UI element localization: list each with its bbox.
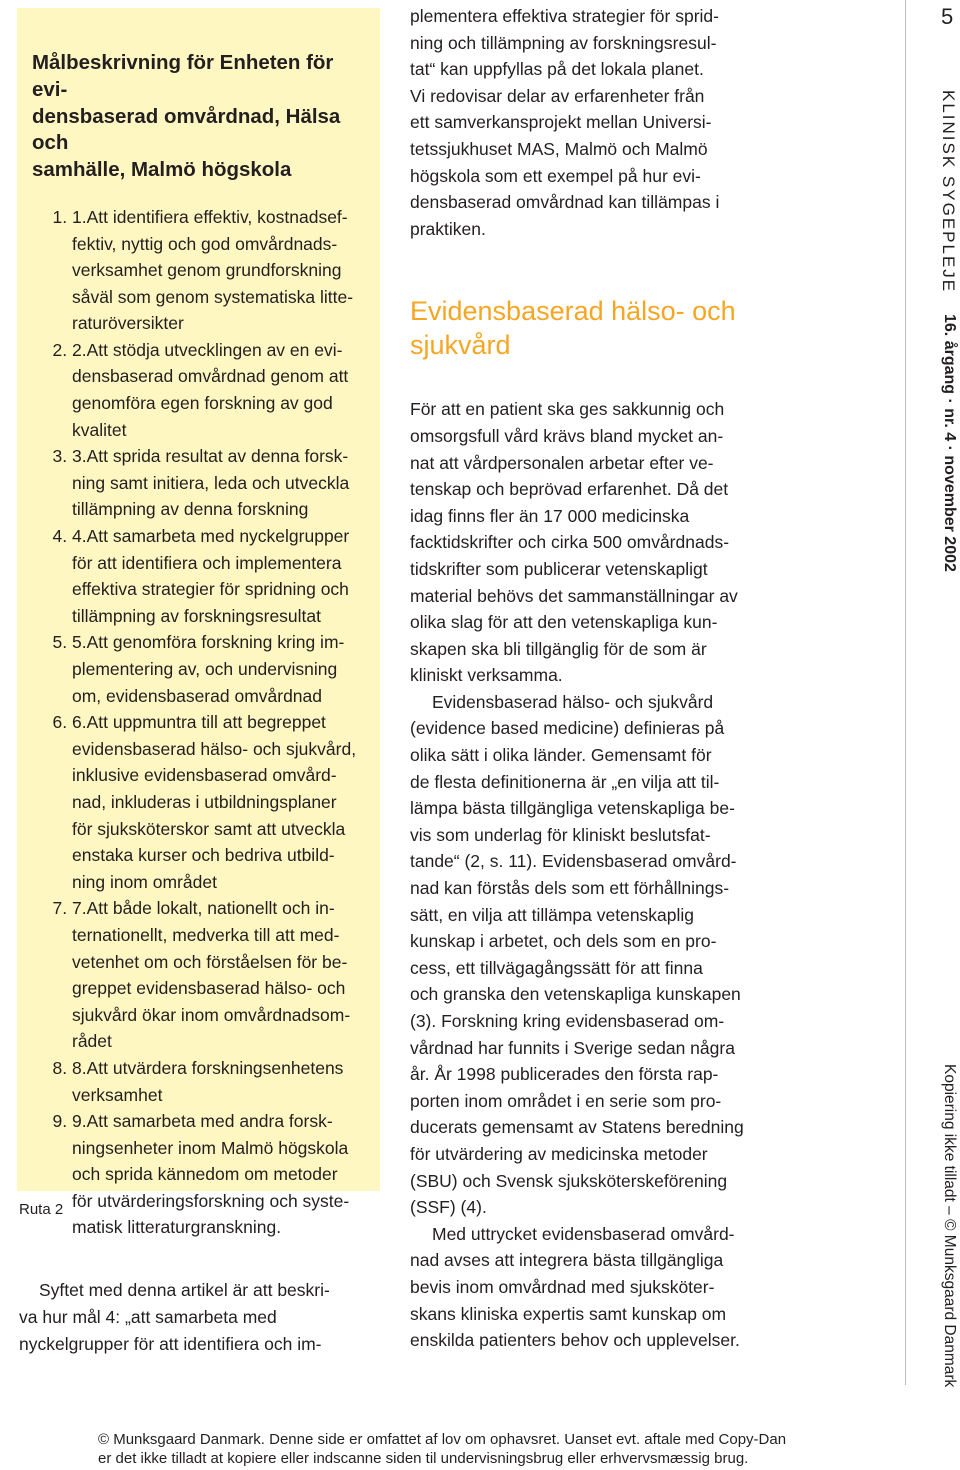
list-number: 3. <box>72 446 87 467</box>
intro-paragraph: Syftet med denna artikel är att beskri- va hur mål 4: „att samarbeta med nyckelgrupper för att identifiera och im- <box>19 1280 330 1354</box>
list-item <box>72 523 372 629</box>
section-heading: Evidensbaserad hälso- och sjukvård <box>410 296 736 361</box>
paragraph: För att en patient ska ges sakkunnig och omsorgsfull vård krävs bland mycket an- nat att vårdpersonalen arbetar efter ve- tenskap och beprövad erfarenhet. Då det idag finns fler än 17 000 medicinska facktidskrifter och cirka 500 omvårdnads- tidskrifter som publicerar vetenskapligt material behövs det sammanställningar av olika slag för att den vetenskapliga kun- skapen ska bli tillgänglig för de som är kliniskt verksamma. <box>410 399 738 686</box>
list-number: 4. <box>72 526 87 547</box>
list-text: Att sprida resultat av denna forsk- ning samt initiera, leda och utveckla tillämpning av denna forskning <box>72 446 350 520</box>
page-number: 5 <box>941 4 954 29</box>
list-number: 7. <box>72 898 87 919</box>
list-number: 9. <box>72 1111 87 1132</box>
list-number: 6. <box>72 712 87 733</box>
list-item <box>72 629 372 709</box>
list-number: 2. <box>72 339 87 360</box>
copyright-notice: Kopiering ikke tilladt – © Munksgaard Danmark <box>941 1064 958 1388</box>
list-item <box>72 895 372 1055</box>
list-text: Att genomföra forskning kring im- plementering av, och undervisning om, evidensbaserad omvårdnad <box>72 632 345 706</box>
info-box-content <box>32 30 372 1259</box>
main-column <box>410 3 772 1354</box>
list-number: 5. <box>72 632 87 653</box>
list-item <box>72 709 372 895</box>
footer-line-1: © Munksgaard Danmark. Denne side er omfattet af lov om ophavsret. Uanset evt. aftale med Copy-Dan <box>98 1431 787 1448</box>
box-caption: Ruta 2 <box>19 1201 64 1218</box>
footer-notice <box>98 1430 838 1468</box>
list-text: Att samarbeta med nyckelgrupper för att identifiera och implementera effektiva strategier för spridning och tillämpning av forskningsresultat <box>72 526 350 626</box>
list-number: 8. <box>72 1057 87 1078</box>
list-text: Att både lokalt, nationellt och in- ternationellt, medverka till att med- vetenhet om och förståelsen för be- greppet evidensbaserad hälso- och sjukvård ökar inom omvårdnadsom- rådet <box>72 898 351 1052</box>
list-item <box>72 1108 372 1241</box>
list-item <box>72 1055 372 1108</box>
paragraph-continuation: plementera effektiva strategier för sprid- ning och tillämpning av forskningsresul- tat“ kan uppfyllas på det lokala planet. Vi redovisar delar av erfarenheter från ett samverkansprojekt mellan Universi- tetssjukhuset MAS, Malmö och Malmö högskola som ett exempel på hur evi- densbaserad omvårdnad kan tillämpas i praktiken. <box>410 6 720 239</box>
list-number: 1. <box>72 206 87 227</box>
issue-info: 16. årgang · nr. 4 · november 2002 <box>941 314 958 572</box>
journal-title: KLINISK SYGEPLEJE <box>939 90 958 294</box>
footer-line-2: er det ikke tilladt at kopiere eller indscanne siden til undervisningsbrug eller erhvervsmæssig brug. <box>98 1450 749 1467</box>
list-text: Att utvärdera forskningsenhetens verksamhet <box>72 1057 344 1105</box>
paragraph: Evidensbaserad hälso- och sjukvård (evidence based medicine) definieras på olika sätt i olika länder. Gemensamt för de flesta definitionerna är „en vilja att til- lämpa bästa tillgängliga vetenskapliga be- vis som underlag för kliniskt beslutsfat- tande“ (2, s. 11). Evidensbaserad omvård- nad kan förstås dels som ett förhållnings- sätt, en vilja att tillämpa vetenskaplig kunskap i arbetet, och dels som en pro- cess, ett tillvägagångssätt för att finna och granska den vetenskapliga kunskapen (3). Forskning kring evidensbaserad om- vårdnad har funnits i Sverige sedan några år. År 1998 publicerades den första rap- porten inom området i en serie som pro- ducerats gemensamt av Statens beredning för utvärdering av medicinska metoder (SBU) och Svensk sjuksköterskeförening (SSF) (4). <box>410 691 744 1218</box>
list-item <box>72 337 372 443</box>
list-item <box>72 443 372 523</box>
goal-list <box>32 204 372 1241</box>
sidebar-divider <box>905 0 906 1385</box>
list-text: Att uppmuntra till att begreppet evidensbaserad hälso- och sjukvård, inklusive evidensbaserad omvård- nad, inkluderas i utbildningsplaner för sjuksköterskor samt att utveckla enstaka kurser och bedriva utbild- ning inom området <box>72 712 357 892</box>
list-text: Att samarbeta med andra forsk- ningsenheter inom Malmö högskola och sprida kännedom om metoder för utvärderingsforskning och syste- matisk litteraturgranskning. <box>72 1111 350 1238</box>
info-box-title: Målbeskrivning för Enheten för evi- densbaserad omvårdnad, Hälsa och samhälle, Malmö högskola <box>32 51 341 181</box>
list-item <box>72 204 372 337</box>
paragraph: Med uttrycket evidensbaserad omvård- nad avses att integrera bästa tillgängliga bevis inom omvårdnad med sjuksköter- skans kliniska expertis samt kunskap om enskilda patienters behov och upplevelser. <box>410 1223 740 1351</box>
list-text: Att stödja utvecklingen av en evi- densbaserad omvårdnad genom att genomföra egen forskning av god kvalitet <box>72 339 349 440</box>
list-text: Att identifiera effektiv, kostnadsef- fektiv, nyttig och god omvårdnads- verksamhet genom grundforskning såväl som genom systematiska litte- raturöversikter <box>72 206 354 334</box>
